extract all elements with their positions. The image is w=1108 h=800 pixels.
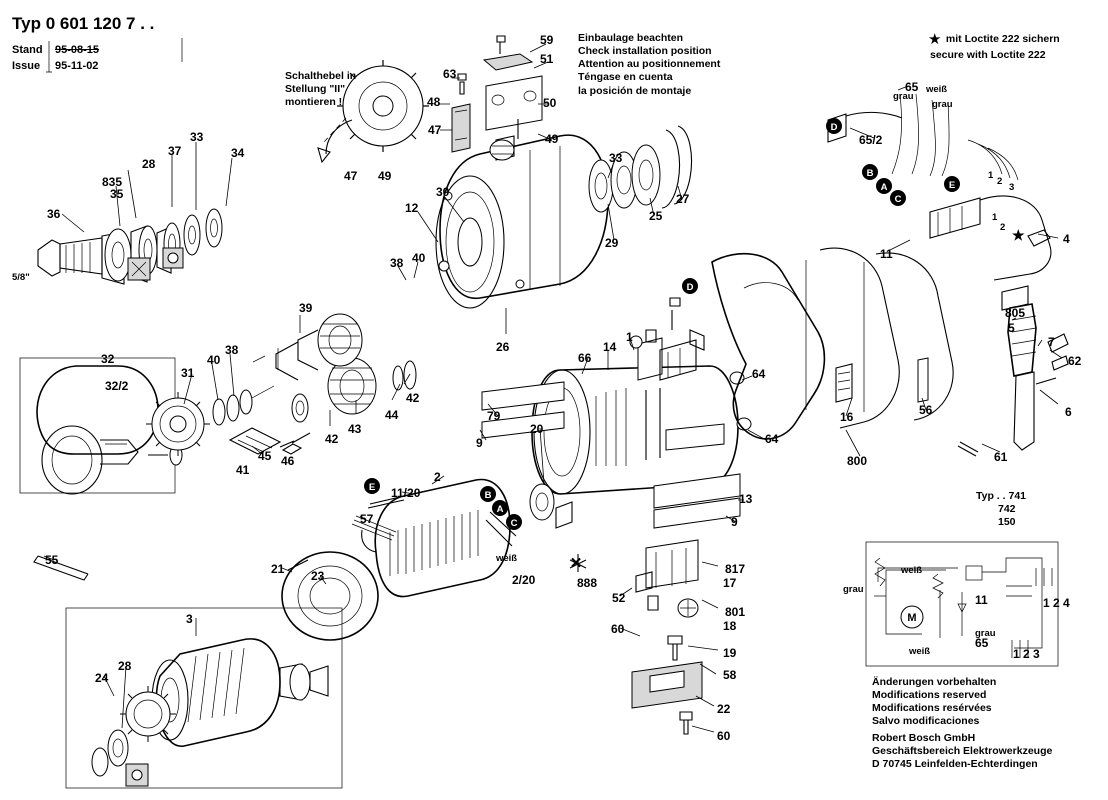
part-callout-42: 42: [406, 391, 420, 405]
part-callout-11-20: 11/20: [391, 486, 421, 500]
typ-list: [976, 490, 1026, 529]
wire-number-2: 2: [997, 176, 1003, 187]
wire-label-grau-2: grau: [932, 99, 953, 110]
part-callout-59: 59: [540, 33, 554, 47]
svg-text:E: E: [948, 180, 956, 191]
company-line-2: Geschäftsbereich Elektrowerkzeuge: [872, 745, 1053, 758]
part-callout-31: 31: [181, 366, 195, 380]
modifications-line-1: Änderungen vorbehalten: [872, 676, 997, 688]
company-line-1: Robert Bosch GmbH: [872, 732, 976, 744]
svg-text:✕: ✕: [569, 555, 583, 572]
part-callout-49: 49: [545, 132, 559, 146]
part-callout-26: 26: [496, 340, 510, 354]
part-callout-6: 6: [1065, 405, 1072, 419]
part-callout-21: 21: [271, 562, 285, 576]
svg-text:B: B: [484, 490, 492, 501]
part-callout-22: 22: [717, 702, 731, 716]
part-callout-49: 49: [378, 169, 392, 183]
stand-label: Stand: [12, 44, 43, 56]
install-note-line-2: Check installation position: [578, 45, 712, 58]
wire-number-2b: 2: [1000, 222, 1006, 233]
svg-text:A: A: [880, 182, 888, 193]
svg-text:C: C: [894, 194, 902, 205]
part-callout-62: 62: [1068, 354, 1082, 368]
install-note-line-3: Attention au positionnement: [578, 58, 721, 71]
svg-text:M: M: [907, 612, 917, 624]
part-callout-42: 42: [325, 432, 339, 446]
wire-label-weiss-3: weiß: [901, 565, 923, 576]
part-callout-37: 37: [168, 144, 182, 158]
part-callout-1 2 4: 1 2 4: [1043, 596, 1070, 610]
lever-detail: [318, 60, 429, 162]
part-callout-33: 33: [609, 151, 623, 165]
part-callout-4: 4: [1063, 232, 1070, 246]
part-callout-800: 800: [847, 454, 868, 468]
part-callout-52: 52: [612, 591, 626, 605]
wire-number-1: 1: [988, 170, 994, 181]
svg-text:C: C: [510, 518, 518, 529]
wire-number-3: 3: [1009, 182, 1015, 193]
modifications-note: [872, 676, 996, 729]
part-callout-5: 5: [1008, 321, 1015, 335]
part-callout-34: 34: [231, 146, 245, 160]
armature: [34, 553, 342, 788]
svg-text:D: D: [686, 282, 694, 293]
part-callout-65: 65: [975, 636, 989, 650]
wire-number-1b: 1: [992, 212, 998, 223]
svg-text:D: D: [830, 122, 838, 133]
part-callout-7: 7: [1048, 335, 1055, 349]
modifications-line-3: Modifications resérvées: [872, 702, 992, 715]
part-callout-47: 47: [428, 123, 442, 137]
part-callout-33: 33: [190, 130, 204, 144]
lever-note-line-1: Schalthebel in: [285, 70, 357, 82]
handle-housing: [712, 248, 978, 456]
issue-label: Issue: [12, 60, 41, 72]
part-callout-36: 36: [47, 207, 61, 221]
type-number: 0 601 120 7 . .: [45, 14, 155, 33]
stator-cylinder: [482, 298, 751, 528]
part-callout-50: 50: [543, 96, 557, 110]
part-callout-20: 20: [530, 422, 544, 436]
wire-label-grau-1: grau: [893, 91, 914, 102]
part-callout-47: 47: [344, 169, 358, 183]
part-callout-60: 60: [717, 729, 731, 743]
part-callout-35: 35: [110, 187, 124, 201]
part-callout-56: 56: [919, 403, 933, 417]
typ-list-1: Typ . . 741: [976, 490, 1026, 502]
part-callout-2-20: 2/20: [512, 573, 536, 587]
lever-note-line-3: montieren !: [285, 96, 343, 109]
part-callout-1 2 3: 1 2 3: [1013, 647, 1040, 661]
part-callout-1: 1: [626, 330, 633, 344]
part-callout-17: 17: [723, 576, 737, 590]
type-label: Typ: [12, 14, 41, 33]
wire-label-grau-4: grau: [975, 628, 996, 639]
part-callout-65: 65: [905, 80, 919, 94]
part-callout-41: 41: [236, 463, 250, 477]
part-callout-64: 64: [765, 432, 779, 446]
company-line-3: D 70745 Leinfelden-Echterdingen: [872, 758, 1038, 771]
company-note: [872, 732, 1052, 771]
part-callout-44: 44: [385, 408, 399, 422]
size-mark: 5/8": [12, 272, 30, 283]
svg-text:★: ★: [1012, 227, 1025, 243]
part-callout-28: 28: [118, 659, 132, 673]
field-coil: [282, 480, 516, 640]
part-callout-40: 40: [412, 251, 426, 265]
part-callout-28: 28: [142, 157, 156, 171]
modifications-line-4: Salvo modificaciones: [872, 715, 980, 728]
part-callout-39: 39: [299, 301, 313, 315]
part-callout-61: 61: [994, 450, 1008, 464]
install-note-line-4: Téngase en cuenta: [578, 71, 673, 84]
part-callout-64: 64: [752, 367, 766, 381]
part-callout-43: 43: [348, 422, 362, 436]
part-callout-40: 40: [207, 353, 221, 367]
svg-text:A: A: [496, 504, 504, 515]
part-callout-55: 55: [45, 553, 59, 567]
install-note-line-5: la posición de montaje: [578, 84, 692, 97]
part-callout-32: 32: [101, 352, 115, 366]
part-callout-18: 18: [723, 619, 737, 633]
part-callout-51: 51: [540, 52, 554, 66]
part-callout-38: 38: [390, 256, 404, 270]
part-callout-57: 57: [360, 512, 374, 526]
part-callout-9: 9: [731, 515, 738, 529]
part-callout-32-2: 32/2: [105, 379, 129, 393]
part-callout-27: 27: [676, 192, 690, 206]
part-callout-888: 888: [577, 576, 598, 590]
part-callout-58: 58: [723, 668, 737, 682]
part-callout-817: 817: [725, 562, 746, 576]
part-callout-48: 48: [427, 95, 441, 109]
spindle-assembly: [38, 209, 222, 284]
part-callout-29: 29: [605, 236, 619, 250]
wire-label-weiss-4: weiß: [909, 646, 931, 657]
part-callout-79: 79: [487, 409, 501, 423]
part-callout-2: 2: [434, 470, 441, 484]
part-callout-38: 38: [225, 343, 239, 357]
part-callout-25: 25: [649, 209, 663, 223]
install-note-line-1: Einbaulage beachten: [578, 32, 684, 44]
part-callout-16: 16: [840, 410, 854, 424]
part-callout-19: 19: [723, 646, 737, 660]
part-callout-60: 60: [611, 622, 625, 636]
wire-label-grau-3: grau: [843, 584, 864, 595]
switch-assembly: [570, 540, 702, 734]
date-1: 95-08-15: [55, 44, 100, 56]
part-callout-14: 14: [603, 340, 617, 354]
gear-housing: [20, 314, 416, 494]
part-callout-24: 24: [95, 671, 109, 685]
part-callout-835: 835: [102, 175, 123, 189]
part-callout-30: 30: [436, 185, 450, 199]
date-2: 95-11-02: [55, 60, 99, 72]
loctite-note-en: secure with Loctite 222: [930, 49, 1046, 61]
loctite-note-de: mit Loctite 222 sichern: [945, 33, 1060, 45]
part-callout-12: 12: [405, 201, 419, 215]
part-callout-13: 13: [739, 492, 753, 506]
part-callout-801: 801: [725, 605, 746, 619]
part-callout-9: 9: [476, 436, 483, 450]
part-callout-805: 805: [1005, 306, 1026, 320]
part-callout-3: 3: [186, 612, 193, 626]
svg-text:B: B: [866, 168, 874, 179]
part-callout-45: 45: [258, 449, 272, 463]
typ-list-2: 742: [998, 503, 1016, 516]
motor-housing: [436, 33, 608, 308]
modifications-line-2: Modifications reserved: [872, 689, 987, 702]
wire-label-weiss-1: weiß: [926, 84, 948, 95]
part-callout-46: 46: [281, 454, 295, 468]
svg-text:E: E: [368, 482, 376, 493]
part-callout-66: 66: [578, 351, 592, 365]
typ-list-3: 150: [998, 516, 1016, 529]
lever-note-line-2: Stellung "II": [285, 83, 346, 96]
part-callout-65-2: 65/2: [859, 133, 883, 147]
part-callout-23: 23: [311, 569, 325, 583]
star-icon: ★: [928, 31, 942, 48]
part-callout-63: 63: [443, 67, 457, 81]
part-callout-11: 11: [880, 247, 893, 261]
part-callout-11: 11: [975, 593, 988, 607]
wire-label-weiss-2: weiß: [496, 553, 518, 564]
